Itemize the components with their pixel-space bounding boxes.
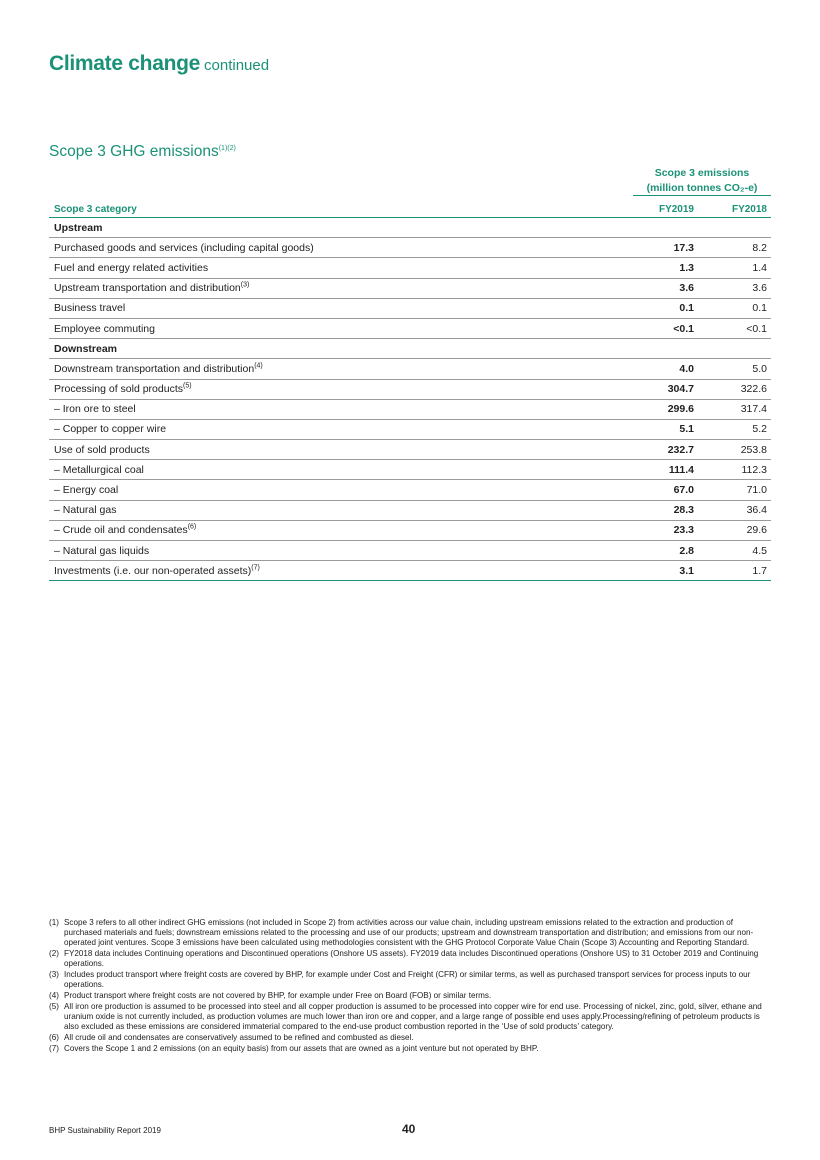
table-body: [49, 218, 771, 581]
value-fy2019: 23.3: [673, 524, 694, 537]
footnote: [49, 1033, 771, 1043]
table-row: [49, 400, 771, 420]
row-footnote-ref: (7): [251, 564, 260, 572]
table-row: [49, 299, 771, 319]
table-row: [49, 460, 771, 480]
row-label-text: – Iron ore to steel: [54, 403, 136, 416]
row-label-text: Business travel: [54, 302, 126, 315]
value-fy2018: 112.3: [741, 463, 767, 476]
section-title-text: Scope 3 GHG emissions: [49, 143, 219, 160]
table-row: [49, 521, 771, 541]
footer-page-number: 40: [402, 1122, 416, 1136]
table-row: [49, 258, 771, 278]
value-fy2018: 8.2: [752, 241, 767, 254]
row-label: [49, 262, 629, 274]
footnote-text: Product transport where freight costs are not covered by BHP, for example under Free on Board (FOB) or similar terms.: [64, 991, 492, 1000]
value-fy2019: 0.1: [679, 302, 694, 315]
table-row: [49, 541, 771, 561]
value-fy2018: 1.7: [752, 564, 767, 577]
value-fy2018: 36.4: [746, 504, 767, 517]
value-fy2019: <0.1: [673, 322, 694, 335]
value-fy2018: 253.8: [740, 443, 767, 456]
value-fy2019: 2.8: [679, 544, 694, 557]
row-label: [49, 545, 629, 557]
scope3-emissions-table: [49, 165, 771, 581]
row-label: [49, 403, 629, 415]
row-label: [49, 222, 629, 234]
value-fy2019: 232.7: [667, 443, 694, 456]
table-row: [49, 380, 771, 400]
value-fy2019: 1.3: [679, 261, 694, 274]
row-label: [49, 383, 629, 395]
value-fy2019: 67.0: [673, 484, 694, 497]
row-footnote-ref: (5): [182, 382, 192, 390]
footnote-text: All crude oil and condensates are conservatively assumed to be refined and combusted as diesel.: [64, 1033, 414, 1042]
value-fy2018: 1.4: [752, 261, 767, 274]
footnote: [49, 1044, 771, 1054]
row-label: [49, 323, 629, 335]
value-fy2019: 299.6: [667, 403, 694, 416]
value-fy2019: 3.1: [679, 564, 694, 577]
value-fy2018: 322.6: [740, 383, 767, 396]
table-row: [49, 440, 771, 460]
table-row: [49, 420, 771, 440]
value-fy2018: 4.5: [752, 544, 767, 557]
row-label: [49, 363, 629, 375]
footnote: [49, 991, 771, 1001]
row-footnote-ref: (4): [254, 362, 263, 370]
table-row: [49, 359, 771, 379]
table-row: [49, 561, 771, 581]
table-row: [49, 480, 771, 500]
value-fy2018: 3.6: [752, 282, 767, 295]
footnote: [49, 949, 771, 969]
row-label: [49, 302, 629, 314]
footnote: [49, 1002, 771, 1032]
row-label-text: – Metallurgical coal: [54, 463, 144, 476]
value-fy2018: 5.0: [752, 362, 767, 375]
value-fy2019: 304.7: [667, 383, 694, 396]
row-label: [49, 524, 629, 536]
footnote: [49, 970, 771, 990]
row-label: [49, 282, 629, 294]
footnotes: [49, 918, 771, 1055]
value-fy2019: 4.0: [679, 362, 694, 375]
row-label: [49, 444, 629, 456]
footnote-text: Scope 3 refers to all other indirect GHG emissions (not included in Scope 2) from activities across our value chain, including upstream emissions related to the extraction and production of purchased materials and fuels; downstream emissions related to the processing and use of our products; upstream and downstream transportation and distribution; and emissions from our non-operated joint ventures. Scope 3 emissions have been calculated using methodologies consistent with the GHG Protocol Corporate Value Chain (Scope 3) Accounting and Reporting Standard.: [64, 918, 754, 947]
footnote-text: Includes product transport where freight costs are covered by BHP, for example under Cost and Freight (CFR) or similar terms, as well as purchased transport services for process inputs to our operations.: [64, 970, 751, 989]
row-label: [49, 423, 629, 435]
row-label-text: Use of sold products: [54, 443, 150, 456]
footnote: [49, 918, 771, 948]
page-title-continued: continued: [204, 57, 270, 74]
column-group-header-line1: Scope 3 emissions: [654, 167, 750, 179]
row-label-text: – Natural gas: [54, 504, 117, 517]
value-fy2018: 5.2: [752, 423, 767, 436]
value-fy2018: 0.1: [752, 302, 767, 315]
value-fy2018: 71.0: [746, 484, 767, 497]
row-label-text: Upstream: [54, 221, 103, 234]
header-scope3-category: Scope 3 category: [54, 204, 137, 215]
page-title-main: Climate change: [49, 52, 201, 75]
row-label-text: Fuel and energy related activities: [54, 261, 209, 274]
footnote-number: (1): [49, 918, 59, 927]
header-fy2018: FY2018: [731, 204, 767, 215]
value-fy2018: 317.4: [740, 403, 767, 416]
row-label-text: Processing of sold products: [54, 383, 183, 396]
row-label: [49, 464, 629, 476]
table-section-row: [49, 218, 771, 238]
table-row: [49, 319, 771, 339]
value-fy2019: 111.4: [668, 463, 694, 476]
footnote-number: (5): [49, 1002, 59, 1011]
row-label-text: Downstream transportation and distribution: [54, 362, 255, 375]
value-fy2019: 28.3: [673, 504, 694, 517]
footnote-text: Covers the Scope 1 and 2 emissions (on an equity basis) from our assets that are owned as a joint venture but not operated by BHP.: [64, 1044, 539, 1053]
value-fy2019: 3.6: [679, 282, 694, 295]
row-label-text: Downstream: [54, 342, 118, 355]
header-fy2019: FY2019: [658, 204, 694, 215]
table-header-row: [49, 196, 771, 218]
row-footnote-ref: (6): [187, 523, 197, 531]
row-label-text: Employee commuting: [54, 322, 155, 335]
row-label-text: – Natural gas liquids: [54, 544, 150, 557]
column-group-header: [633, 165, 771, 196]
row-label: [49, 242, 629, 254]
section-title: [49, 143, 236, 161]
row-label-text: – Copper to copper wire: [54, 423, 167, 436]
row-label-text: – Crude oil and condensates: [54, 524, 188, 537]
table-row: [49, 238, 771, 258]
row-label: [49, 565, 629, 577]
footnote-number: (4): [49, 991, 59, 1000]
page-title: [49, 52, 269, 76]
table-section-row: [49, 339, 771, 359]
footnote-number: (3): [49, 970, 59, 979]
row-label: [49, 484, 629, 496]
value-fy2018: 29.6: [746, 524, 767, 537]
footer-report-name: BHP Sustainability Report 2019: [49, 1126, 161, 1135]
table-row: [49, 501, 771, 521]
row-label-text: Investments (i.e. our non-operated assets): [54, 564, 252, 577]
value-fy2019: 17.3: [673, 241, 694, 254]
table-row: [49, 279, 771, 299]
footnote-number: (6): [49, 1033, 59, 1042]
row-label-text: – Energy coal: [54, 484, 119, 497]
row-label-text: Purchased goods and services (including capital goods): [54, 241, 314, 254]
row-label-text: Upstream transportation and distribution: [54, 282, 241, 295]
row-label: [49, 504, 629, 516]
footnote-text: FY2018 data includes Continuing operations and Discontinued operations (Onshore US assets). FY2019 data includes Discontinued operations (Onshore US) to 31 October 2019 and Continuing operations.: [64, 949, 759, 968]
column-group-header-line2: (million tonnes CO₂-e): [646, 182, 758, 194]
section-title-footnote-ref: (1)(2): [218, 144, 236, 152]
row-footnote-ref: (3): [240, 281, 250, 289]
value-fy2018: <0.1: [746, 322, 767, 335]
footnote-number: (7): [49, 1044, 59, 1053]
footnote-text: All iron ore production is assumed to be processed into steel and all copper production is assumed to be processed into copper wire for end use. Processing of nickel, zinc, gold, silver, ethane and uranium oxide is not currently included, as production volumes are much lower than iron ore and copper, and a large range of possible end uses apply.Processing/refining of petroleum products is also excluded as these emissions are considered immaterial compared to the end-use product combustion reported in the ‘Use of sold products’ category.: [64, 1002, 762, 1031]
value-fy2019: 5.1: [679, 423, 694, 436]
row-label: [49, 343, 629, 355]
footnote-number: (2): [49, 949, 59, 958]
